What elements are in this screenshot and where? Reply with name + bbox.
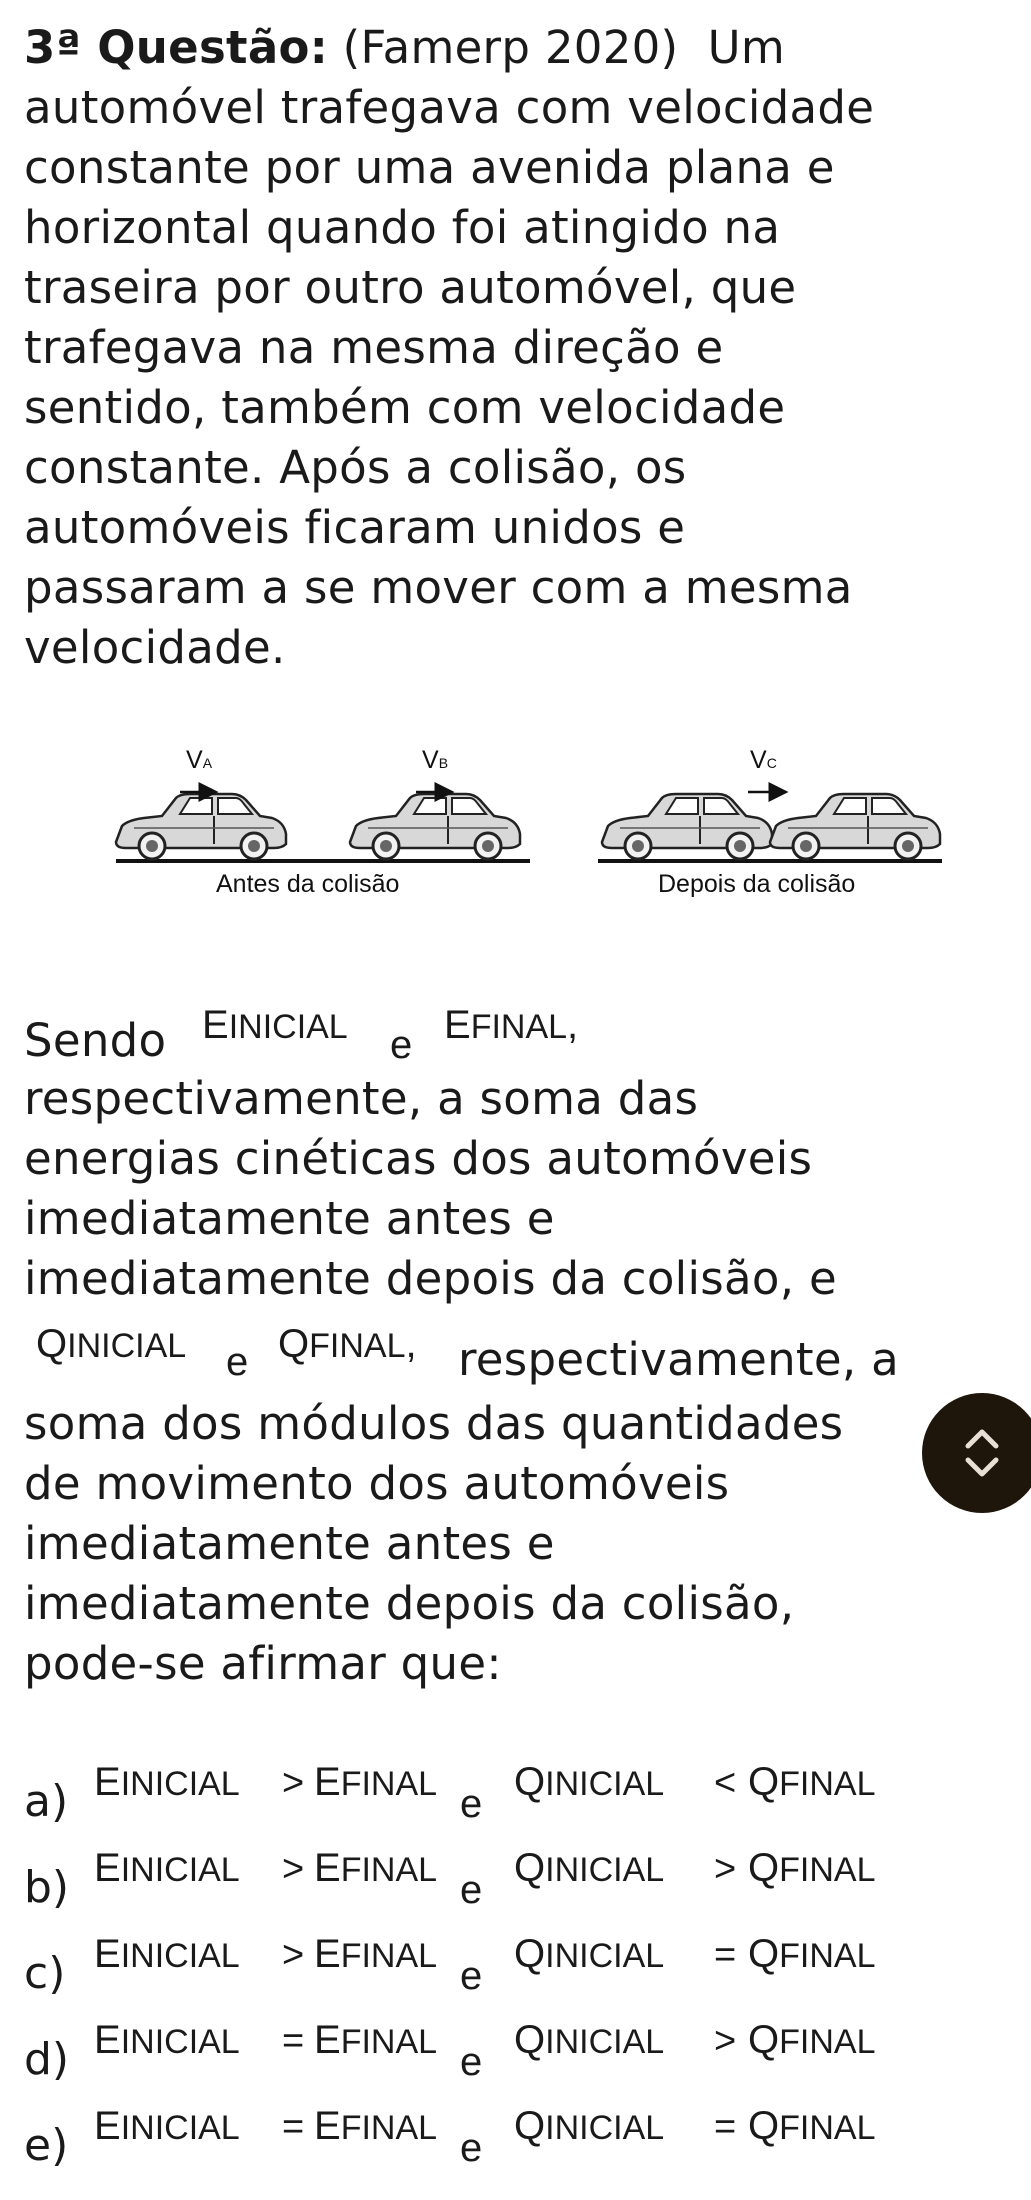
momentum-relation: > — [714, 1848, 737, 1890]
option-letter: d) — [24, 2034, 70, 2085]
body-line-1 — [24, 1005, 1004, 1075]
conjunction-e: e — [460, 1954, 483, 1998]
intro-line: constante. Após a colisão, os — [24, 441, 687, 494]
body-line: energias cinéticas dos automóveis — [24, 1132, 813, 1185]
q-final-symbol: QFINAL, — [278, 1322, 417, 1366]
intro-line: traseira por outro automóvel, que — [24, 261, 797, 314]
e-final-symbol: EFINAL — [314, 1846, 438, 1890]
answer-option[interactable] — [24, 2018, 1004, 2088]
body-line: imediatamente antes e — [24, 1192, 555, 1245]
q-final-symbol: QFINAL — [748, 2018, 876, 2062]
q-inicial-symbol: QINICIAL — [514, 2104, 665, 2148]
body-line: imediatamente depois da colisão, — [24, 1577, 795, 1630]
intro-line: horizontal quando foi atingido na — [24, 201, 781, 254]
q-inicial-symbol: QINICIAL — [514, 1932, 665, 1976]
chevron-down-icon — [968, 1460, 996, 1474]
q-final-symbol: QFINAL — [748, 1846, 876, 1890]
energy-relation: > — [282, 1848, 305, 1890]
intro-line: trafegava na mesma direção e — [24, 321, 724, 374]
scroll-chevrons — [962, 1418, 1002, 1488]
energy-relation: > — [282, 1934, 305, 1976]
intro-line: sentido, também com velocidade — [24, 381, 786, 434]
body-line: soma dos módulos das quantidades — [24, 1397, 844, 1450]
e-final-symbol: EFINAL — [314, 2018, 438, 2062]
conjunction-e: e — [226, 1340, 249, 1384]
question-intro — [24, 18, 984, 678]
body-line: respectivamente, a soma das — [24, 1072, 699, 1125]
q-final-symbol: QFINAL — [748, 1760, 876, 1804]
e-inicial-symbol: EINICIAL — [202, 1003, 348, 1047]
e-final-symbol: EFINAL — [314, 1760, 438, 1804]
answer-option[interactable] — [24, 1760, 1004, 1830]
body-line: imediatamente antes e — [24, 1517, 555, 1570]
q-inicial-symbol: QINICIAL — [36, 1322, 187, 1366]
body-line: de movimento dos automóveis — [24, 1457, 730, 1510]
option-letter: a) — [24, 1776, 69, 1827]
conjunction-e: e — [460, 1868, 483, 1912]
sendo-text: Sendo — [24, 1014, 167, 1067]
conjunction-e: e — [460, 2040, 483, 2084]
answer-option[interactable] — [24, 2104, 1004, 2174]
intro-line-1 — [24, 18, 984, 78]
e-inicial-symbol: EINICIAL — [94, 2018, 240, 2062]
momentum-relation: = — [714, 1934, 737, 1976]
velocity-a-label: VA — [186, 746, 213, 774]
q-inicial-symbol: QINICIAL — [514, 1760, 665, 1804]
intro-line: passaram a se mover com a mesma — [24, 561, 853, 614]
q-inicial-symbol: QINICIAL — [514, 2018, 665, 2062]
option-letter: e) — [24, 2120, 69, 2171]
velocity-c-label: VC — [750, 746, 777, 774]
intro-line: velocidade. — [24, 621, 286, 674]
e-inicial-symbol: EINICIAL — [94, 1846, 240, 1890]
body-paragraph-b — [24, 1394, 904, 1694]
question-source: (Famerp 2020) — [342, 21, 679, 74]
q-final-symbol: QFINAL — [748, 1932, 876, 1976]
energy-relation: > — [282, 1762, 305, 1804]
body-paragraph-a — [24, 1069, 984, 1309]
e-inicial-symbol: EINICIAL — [94, 1932, 240, 1976]
answer-option[interactable] — [24, 1932, 1004, 2002]
caption-after: Depois da colisão — [658, 870, 856, 898]
collision-figure — [100, 742, 955, 912]
momentum-relation: > — [714, 2020, 737, 2062]
energy-relation: = — [282, 2106, 305, 2148]
chevron-up-icon — [968, 1432, 996, 1446]
velocity-b-label: VB — [422, 746, 449, 774]
question-number: 3ª Questão: — [24, 21, 329, 74]
conjunction-e: e — [390, 1023, 413, 1067]
e-final-symbol: EFINAL — [314, 2104, 438, 2148]
intro-line: automóveis ficaram unidos e — [24, 501, 686, 554]
e-final-symbol: EFINAL, — [444, 1003, 579, 1047]
energy-relation: = — [282, 2020, 305, 2062]
e-inicial-symbol: EINICIAL — [94, 2104, 240, 2148]
momentum-relation: < — [714, 1762, 737, 1804]
conjunction-e: e — [460, 2126, 483, 2170]
q-final-symbol: QFINAL — [748, 2104, 876, 2148]
intro-line: automóvel trafegava com velocidade — [24, 81, 875, 134]
intro-line: constante por uma avenida plana e — [24, 141, 835, 194]
option-letter: b) — [24, 1862, 70, 1913]
momentum-relation: = — [714, 2106, 737, 2148]
intro-text: Um — [707, 21, 786, 74]
option-letter: c) — [24, 1948, 66, 1999]
caption-before: Antes da colisão — [216, 870, 400, 898]
e-final-symbol: EFINAL — [314, 1932, 438, 1976]
scroll-nav-button[interactable] — [922, 1393, 1031, 1513]
body-text: respectivamente, a — [458, 1333, 899, 1386]
answer-option[interactable] — [24, 1846, 1004, 1916]
conjunction-e: e — [460, 1782, 483, 1826]
body-line: imediatamente depois da colisão, e — [24, 1252, 837, 1305]
e-inicial-symbol: EINICIAL — [94, 1760, 240, 1804]
body-line-6 — [24, 1320, 1004, 1390]
body-line: pode-se afirmar que: — [24, 1637, 502, 1690]
q-inicial-symbol: QINICIAL — [514, 1846, 665, 1890]
